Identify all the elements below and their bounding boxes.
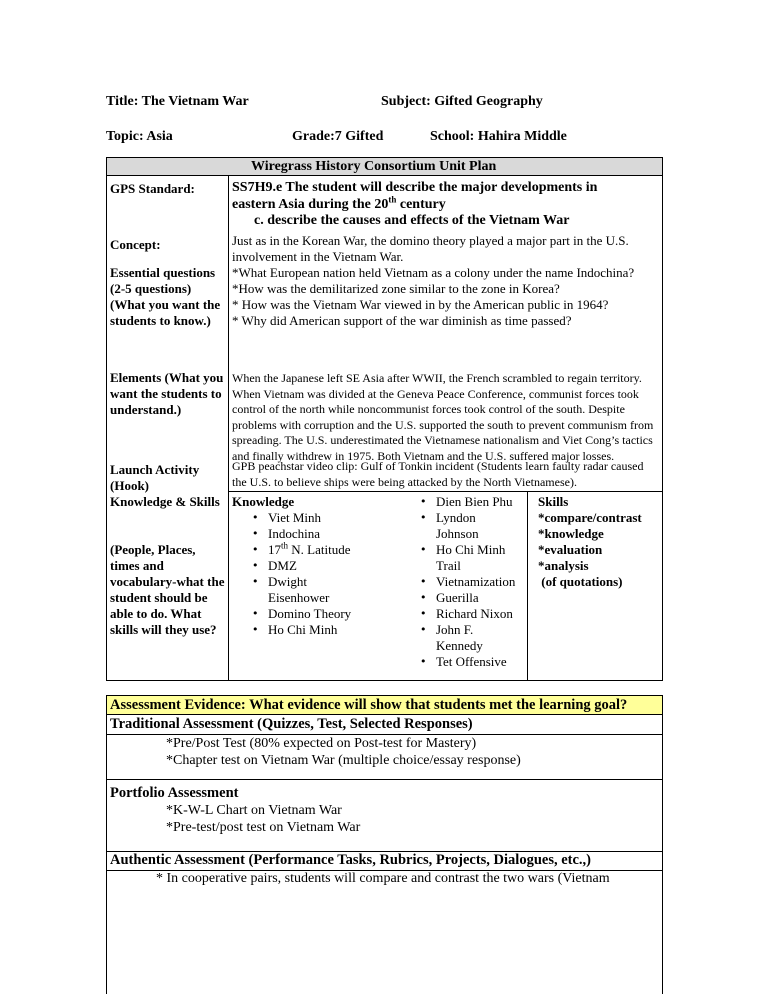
- traditional-assessment-item: *Pre/Post Test (80% expected on Post-test for Mastery): [166, 736, 477, 751]
- authentic-assessment-item: * In cooperative pairs, students will compare and contrast the two wars (Vietnam: [156, 871, 610, 886]
- gps-standard-label: GPS Standard:: [110, 181, 195, 196]
- list-item: • Lyndon Johnson: [412, 510, 492, 542]
- doc-subject: Subject: Gifted Geography: [381, 94, 543, 109]
- authentic-assessment-title: Authentic Assessment (Performance Tasks, Rubrics, Projects, Dialogues, etc.,): [110, 852, 591, 868]
- list-item: • Viet Minh: [244, 510, 394, 526]
- traditional-assessment-item: *Chapter test on Vietnam War (multiple choice/essay response): [166, 753, 521, 768]
- launch-activity-text: GPB peachstar video clip: Gulf of Tonkin incident (Students learn faulty radar caused the U.S. to believe ships were being attacked by the North Vietnamese).: [232, 459, 644, 489]
- essential-question-4: * Why did American support of the war diminish as time passed?: [232, 313, 572, 328]
- essential-questions-list: [232, 265, 660, 329]
- knowledge-skills-label: Knowledge & Skills: [110, 494, 220, 509]
- knowledge-list-2: [412, 494, 526, 670]
- list-item: • Guerilla: [412, 590, 526, 606]
- doc-grade: Grade:7 Gifted: [292, 129, 384, 144]
- list-item: • Richard Nixon: [412, 606, 526, 622]
- launch-activity-label: Launch Activity (Hook): [110, 462, 200, 493]
- list-item: • Dwight Eisenhower: [244, 574, 340, 606]
- skill-item: (of quotations): [538, 574, 623, 589]
- list-item: • Tet Offensive: [412, 654, 526, 670]
- essential-question-2: *How was the demilitarized zone similar to the zone in Korea?: [232, 281, 560, 296]
- portfolio-assessment-item: *Pre-test/post test on Vietnam War: [166, 820, 361, 835]
- list-item: • Ho Chi Minh: [244, 622, 394, 638]
- skill-item: *compare/contrast: [538, 510, 642, 525]
- list-item: • Indochina: [244, 526, 394, 542]
- skills-block: [538, 494, 642, 590]
- doc-title: Title: The Vietnam War: [106, 94, 249, 109]
- gps-standard-line3: c. describe the causes and effects of the Vietnam War: [254, 213, 570, 228]
- knowledge-list-1: [244, 510, 394, 638]
- portfolio-assessment-item: *K-W-L Chart on Vietnam War: [166, 803, 342, 818]
- gps-standard-line2: eastern Asia during the 20th century: [232, 194, 446, 212]
- concept-label: Concept:: [110, 237, 161, 252]
- knowledge-skills-sublabel: (People, Places, times and vocabulary-what the student should be able to do. What skills will they use?: [110, 542, 225, 637]
- list-item: • Vietnamization: [412, 574, 526, 590]
- essential-question-3: * How was the Vietnam War viewed in by the American public in 1964?: [232, 297, 609, 312]
- list-item: • Ho Chi Minh Trail: [412, 542, 508, 574]
- assessment-heading: Assessment Evidence: What evidence will show that students met the learning goal?: [110, 697, 628, 713]
- list-item: • DMZ: [244, 558, 394, 574]
- concept-text: Just as in the Korean War, the domino theory played a major part in the U.S. involvement in the Vietnam War.: [232, 233, 629, 264]
- skill-item: *analysis: [538, 558, 589, 573]
- skills-title: Skills: [538, 494, 569, 509]
- skill-item: *knowledge: [538, 526, 604, 541]
- list-item: • John F. Kennedy: [412, 622, 496, 654]
- doc-school: School: Hahira Middle: [430, 129, 567, 144]
- doc-topic: Topic: Asia: [106, 129, 173, 144]
- portfolio-assessment-title: Portfolio Assessment: [110, 785, 239, 801]
- traditional-assessment-title: Traditional Assessment (Quizzes, Test, Selected Responses): [110, 716, 473, 732]
- essential-question-1: *What European nation held Vietnam as a colony under the name Indochina?: [232, 265, 635, 280]
- essential-questions-label: Essential questions (2-5 questions) (What you want the students to know.): [110, 265, 221, 328]
- list-item: • 17th N. Latitude: [244, 542, 394, 558]
- elements-text: When the Japanese left SE Asia after WWII, the French scrambled to regain territory. When Vietnam was divided at the Geneva Peace Conference, communist forces took control of the north while noncommunist forces took control of the south. Despite problems with corruption and the U.S. supported the south to prevent communism from spreading. The U.S. underestimated the Vietnamese nationalism and Viet Cong’s tactics and finally withdrew in 1975. Both Vietnam and the U.S. suffered major losses.: [232, 371, 654, 463]
- list-item: • Domino Theory: [244, 606, 394, 622]
- list-item: • Dien Bien Phu: [412, 494, 526, 510]
- knowledge-title: Knowledge: [232, 494, 295, 509]
- unit-plan-heading: Wiregrass History Consortium Unit Plan: [251, 159, 497, 174]
- skill-item: *evaluation: [538, 542, 603, 557]
- gps-standard-line1: SS7H9.e The student will describe the major developments in: [232, 180, 598, 195]
- elements-label: Elements (What you want the students to understand.): [110, 370, 224, 417]
